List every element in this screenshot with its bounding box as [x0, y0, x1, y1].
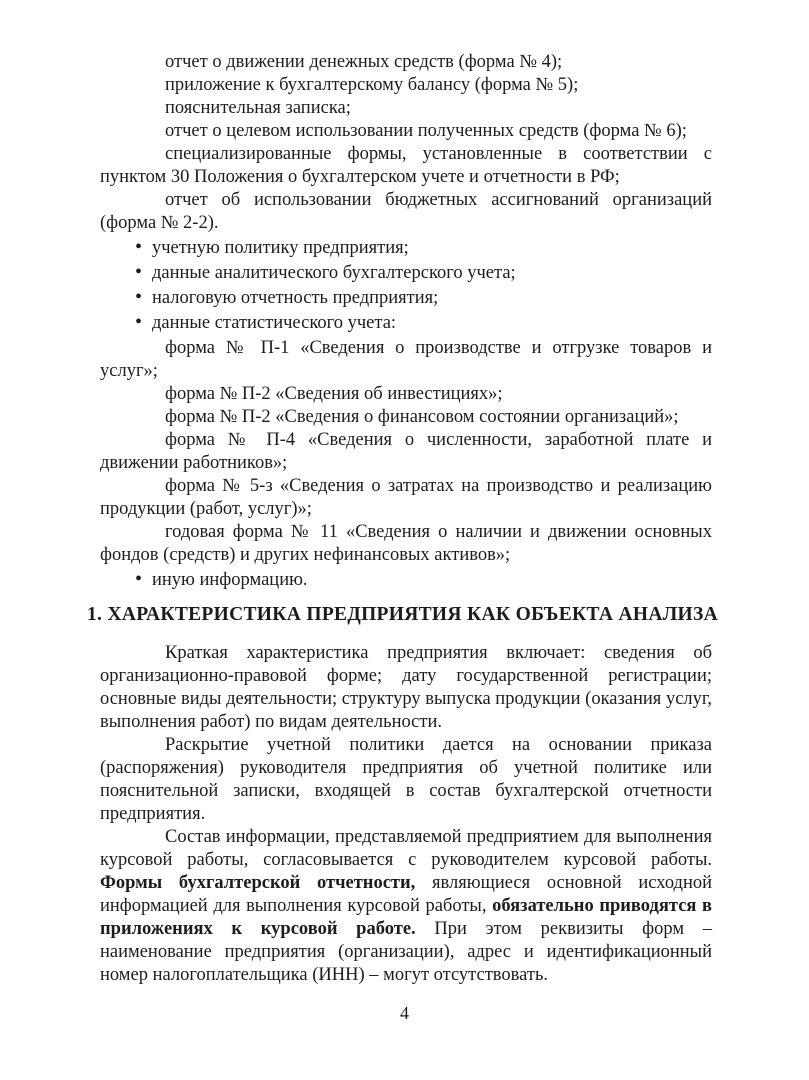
- report-form-item: отчет об использовании бюджетных ассигнований организаций (форма № 2-2).: [100, 190, 712, 233]
- stat-form-item: форма № 5-з «Сведения о затратах на производство и реализацию продукции (работ, услуг)»;: [100, 476, 712, 519]
- paragraph-run: Состав информации, представляемой предприятием для выполнения курсовой работы, согласовывается с руководителем курсовой работы.: [100, 827, 712, 870]
- report-form-item: отчет о целевом использовании полученных средств (форма № 6);: [165, 121, 687, 141]
- stat-form-item: форма № П-4 «Сведения о численности, заработной плате и движении работников»;: [100, 430, 712, 473]
- report-form-item: специализированные формы, установленные в соответствии с пунктом 30 Положения о бухгалтерском учете и отчетности в РФ;: [100, 144, 712, 187]
- bullet-list-item: • иную информацию.: [100, 569, 712, 592]
- paragraph-run-bold: Формы бухгалтерской отчетности,: [100, 873, 416, 893]
- paragraph: Раскрытие учетной политики дается на основании приказа (распоряжения) руководителя предприятия об учетной политике или пояснительной записки, входящей в состав бухгалтерской отчетности предприятия.: [100, 735, 712, 824]
- paragraph-run-bold: обязательно приводятся в приложениях к курсовой работе.: [100, 896, 713, 939]
- document-body: [87, 51, 718, 987]
- paragraph-run: При этом реквизиты форм – наименование предприятия (организации), адрес и идентификационный номер налогоплательщика (ИНН) – могут отсутствовать.: [100, 919, 713, 985]
- section-heading: 1. ХАРАКТЕРИСТИКА ПРЕДПРИЯТИЯ КАК ОБЪЕКТА АНАЛИЗА: [87, 604, 718, 625]
- bullet-list-item: • данные аналитического бухгалтерского учета;: [100, 262, 712, 285]
- report-form-item: отчет о движении денежных средств (форма № 4);: [165, 52, 563, 72]
- stat-form-item: годовая форма № 11 «Сведения о наличии и движении основных фондов (средств) и других нефинансовых активов»;: [100, 522, 712, 565]
- bullet-list-item: • учетную политику предприятия;: [100, 237, 712, 260]
- page-number: 4: [400, 1003, 409, 1023]
- bullet-list-item: • налоговую отчетность предприятия;: [100, 287, 712, 310]
- stat-form-item: форма № П-1 «Сведения о производстве и отгрузке товаров и услуг»;: [100, 338, 712, 381]
- stat-form-item: форма № П-2 «Сведения об инвестициях»;: [165, 384, 503, 404]
- bullet-list-item: • данные статистического учета:: [100, 312, 712, 335]
- paragraph: Краткая характеристика предприятия включает: сведения об организационно-правовой форме; дату государственной регистрации; основные виды деятельности; структуру выпуска продукции (оказания услуг, выполнения работ) по видам деятельности.: [100, 643, 713, 732]
- paragraph-run: являющиеся основной исходной информацией для выполнения курсовой работы,: [100, 873, 713, 916]
- stat-form-item: форма № П-2 «Сведения о финансовом состоянии организаций»;: [165, 407, 679, 427]
- report-form-item: пояснительная записка;: [165, 98, 351, 118]
- report-form-item: приложение к бухгалтерскому балансу (форма № 5);: [165, 75, 579, 95]
- paragraph: [100, 826, 712, 987]
